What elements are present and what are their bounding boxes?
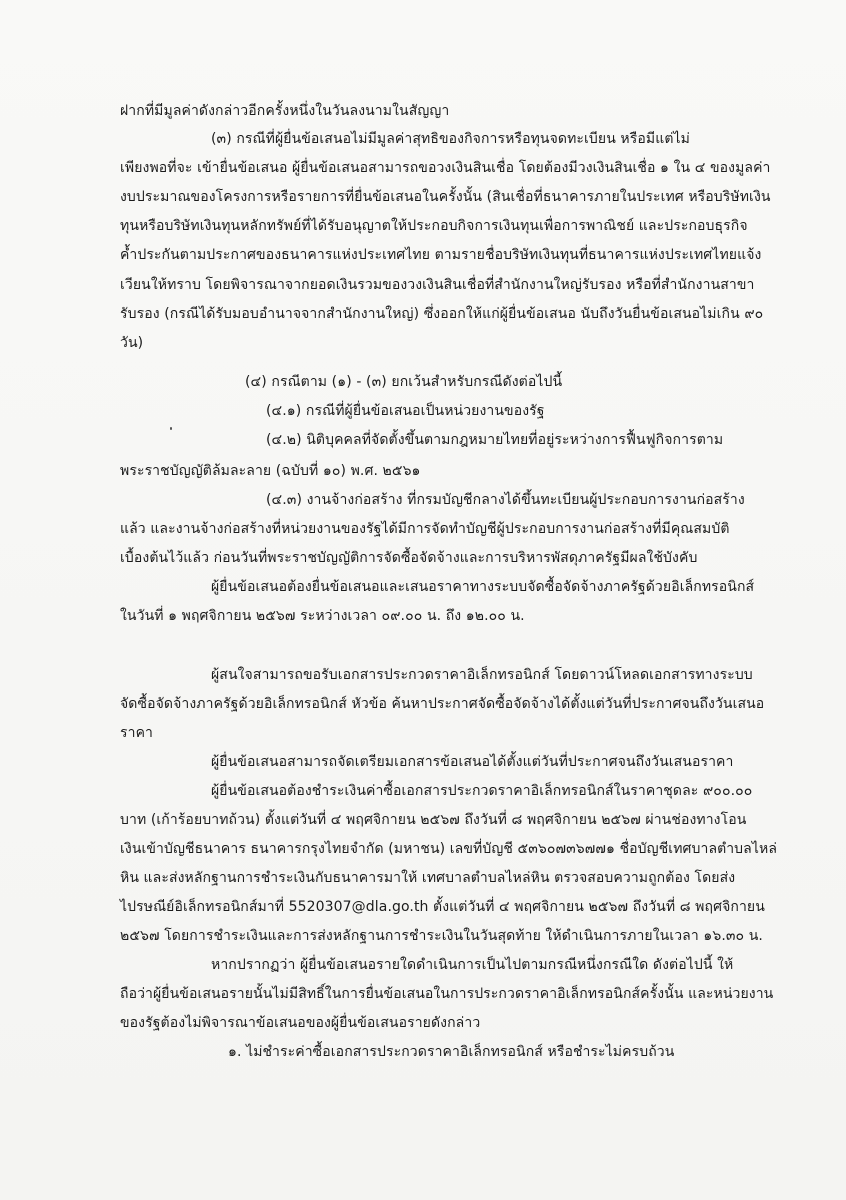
paragraph-line: ในวันที่ ๑ พฤศจิกายน ๒๕๖๗ ระหว่างเวลา ๐๙.๐๐ น. ถึง ๑๒.๐๐ น. [120, 608, 525, 624]
paragraph-line: (๓) กรณีที่ผู้ยื่นข้อเสนอไม่มีมูลค่าสุทธิของกิจการหรือทุนจดทะเบียน หรือมีแต่ไม่ [211, 131, 690, 147]
paragraph-line: ผู้ยื่นข้อเสนอต้องยื่นข้อเสนอและเสนอราคาทางระบบจัดซื้อจัดจ้างภาครัฐด้วยอิเล็กทรอนิกส์ [211, 579, 755, 595]
paragraph-line: ทุนหรือบริษัทเงินทุนหลักทรัพย์ที่ได้รับอนุญาตให้ประกอบกิจการเงินทุนเพื่อการพาณิชย์ และประกอบธุรกิจ [120, 218, 748, 234]
paragraph-line: ถือว่าผู้ยื่นข้อเสนอรายนั้นไม่มีสิทธิ์ในการยื่นข้อเสนอในการประกวดราคาอิเล็กทรอนิกส์ครั้งนั้น และหน่วยงาน [120, 986, 774, 1002]
paragraph-line: ๒๕๖๗ โดยการชำระเงินและการส่งหลักฐานการชำระเงินในวันสุดท้าย ให้ดำเนินการภายในเวลา ๑๖.๓๐ น. [120, 928, 763, 944]
paragraph-line: (๔.๓) งานจ้างก่อสร้าง ที่กรมบัญชีกลางได้ขึ้นทะเบียนผู้ประกอบการงานก่อสร้าง [266, 492, 745, 508]
paragraph-line: แล้ว และงานจ้างก่อสร้างที่หน่วยงานของรัฐได้มีการจัดทำบัญชีผู้ประกอบการงานก่อสร้างที่มีคุณสมบัติ [120, 521, 730, 537]
paragraph-line: เงินเข้าบัญชีธนาคาร ธนาคารกรุงไทยจำกัด (มหาชน) เลขที่บัญชี ๕๓๖๐๗๓๖๗๗๑ ชื่อบัญชีเทศบาลตำบลไหล่ [120, 841, 777, 857]
paragraph-line: หากปรากฏว่า ผู้ยื่นข้อเสนอรายใดดำเนินการเป็นไปตามกรณีหนึ่งกรณีใด ดังต่อไปนี้ ให้ [211, 957, 734, 973]
paragraph-line: รับรอง (กรณีได้รับมอบอำนาจจากสำนักงานใหญ่) ซึ่งออกให้แก่ผู้ยื่นข้อเสนอ นับถึงวันยื่นข้อเสนอไม่เกิน ๙๐ [120, 306, 764, 322]
paragraph-line: ราคา [120, 725, 154, 741]
paragraph-line: เพียงพอที่จะ เข้ายื่นข้อเสนอ ผู้ยื่นข้อเสนอสามารถขอวงเงินสินเชื่อ โดยต้องมีวงเงินสินเชื่อ ๑ ใน ๔ ของมูลค่า [120, 160, 771, 176]
paragraph-line: (๔) กรณีตาม (๑) - (๓) ยกเว้นสำหรับกรณีดังต่อไปนี้ [245, 374, 563, 390]
paragraph-line: เบื้องต้นไว้แล้ว ก่อนวันที่พระราชบัญญัติการจัดซื้อจัดจ้างและการบริหารพัสดุภาครัฐมีผลใช้บังคับ [120, 550, 698, 566]
paragraph-line: จัดซื้อจัดจ้างภาครัฐด้วยอิเล็กทรอนิกส์ หัวข้อ ค้นหาประกาศจัดซื้อจัดจ้างได้ตั้งแต่วันที่ประกาศจนถึงวันเสนอ [120, 696, 765, 712]
paragraph-line: วัน) [120, 335, 144, 351]
paragraph-line: ค้ำประกันตามประกาศของธนาคารแห่งประเทศไทย ตามรายชื่อบริษัทเงินทุนที่ธนาคารแห่งประเทศไทยแจ้ง [120, 247, 762, 263]
paragraph-line: งบประมาณของโครงการหรือรายการที่ยื่นข้อเสนอในครั้งนั้น (สินเชื่อที่ธนาคารภายในประเทศ หรือบริษัทเงิน [120, 189, 771, 205]
paragraph-line: บาท (เก้าร้อยบาทถ้วน) ตั้งแต่วันที่ ๔ พฤศจิกายน ๒๕๖๗ ถึงวันที่ ๘ พฤศจิกายน ๒๕๖๗ ผ่านช่องทางโอน [120, 812, 747, 828]
scan-speck [170, 427, 172, 430]
paragraph-line: (๔.๑) กรณีที่ผู้ยื่นข้อเสนอเป็นหน่วยงานของรัฐ [266, 403, 545, 419]
paragraph-line: เวียนให้ทราบ โดยพิจารณาจากยอดเงินรวมของวงเงินสินเชื่อที่สำนักงานใหญ่รับรอง หรือที่สำนักงานสาขา [120, 277, 755, 293]
paragraph-line: พระราชบัญญัติล้มละลาย (ฉบับที่ ๑๐) พ.ศ. ๒๕๖๑ [120, 463, 421, 479]
paragraph-line: ของรัฐต้องไม่พิจารณาข้อเสนอของผู้ยื่นข้อเสนอรายดังกล่าว [120, 1015, 481, 1031]
paragraph-line: ผู้ยื่นข้อเสนอต้องชำระเงินค่าซื้อเอกสารประกวดราคาอิเล็กทรอนิกส์ในราคาชุดละ ๙๐๐.๐๐ [211, 783, 753, 799]
paragraph-line: หิน และส่งหลักฐานการชำระเงินกับธนาคารมาให้ เทศบาลตำบลไหล่หิน ตรวจสอบความถูกต้อง โดยส่ง [120, 870, 736, 886]
paragraph-line: (๔.๒) นิติบุคคลที่จัดตั้งขึ้นตามกฎหมายไทยที่อยู่ระหว่างการฟื้นฟูกิจการตาม [266, 432, 724, 448]
paragraph-line: ผู้ยื่นข้อเสนอสามารถจัดเตรียมเอกสารข้อเสนอได้ตั้งแต่วันที่ประกาศจนถึงวันเสนอราคา [211, 754, 734, 770]
paragraph-line: ๑. ไม่ชำระค่าซื้อเอกสารประกวดราคาอิเล็กทรอนิกส์ หรือชำระไม่ครบถ้วน [228, 1044, 675, 1060]
paragraph-line: ผู้สนใจสามารถขอรับเอกสารประกวดราคาอิเล็กทรอนิกส์ โดยดาวน์โหลดเอกสารทางระบบ [211, 667, 753, 683]
paragraph-line: ไปรษณีย์อิเล็กทรอนิกส์มาที่ 5520307@dla.go.th ตั้งแต่วันที่ ๔ พฤศจิกายน ๒๕๖๗ ถึงวันที่ ๘ พฤศจิกายน [120, 899, 765, 915]
paragraph-line: ฝากที่มีมูลค่าดังกล่าวอีกครั้งหนึ่งในวันลงนามในสัญญา [120, 103, 450, 119]
